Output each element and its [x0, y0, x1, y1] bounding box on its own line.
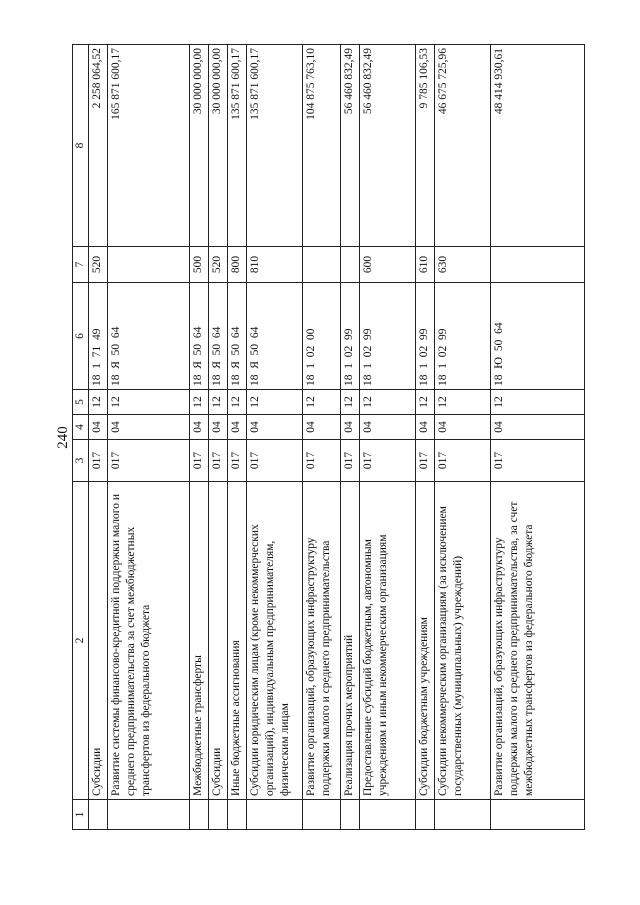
amount: 2 258 064,52	[89, 45, 108, 247]
expense-type-code	[108, 247, 190, 283]
row-index-cell	[303, 800, 341, 830]
section-code: 04	[108, 415, 190, 440]
subsection-code: 12	[341, 390, 360, 415]
amount: 135 871 600,17	[247, 45, 303, 247]
expense-type-code: 810	[247, 247, 303, 283]
subsection-code: 12	[435, 390, 491, 415]
ministry-code: 017	[89, 440, 108, 482]
table-row	[341, 45, 360, 830]
item-name: Субсидии	[89, 482, 108, 800]
ministry-code: 017	[247, 440, 303, 482]
target-article-code: 18 1 02 99	[341, 283, 360, 390]
target-article-code: 18 1 02 00	[303, 283, 341, 390]
section-code: 04	[303, 415, 341, 440]
ministry-code: 017	[228, 440, 247, 482]
subsection-code: 12	[491, 390, 585, 415]
section-code: 04	[341, 415, 360, 440]
row-index-cell	[228, 800, 247, 830]
amount: 165 871 600,17	[108, 45, 190, 247]
expense-type-code	[341, 247, 360, 283]
subsection-code: 12	[228, 390, 247, 415]
table-row	[360, 45, 416, 830]
subsection-code: 12	[209, 390, 228, 415]
table-row	[228, 45, 247, 830]
item-name: Иные бюджетные ассигнования	[228, 482, 247, 800]
row-index-cell	[209, 800, 228, 830]
table-row	[209, 45, 228, 830]
amount: 30 000 000,00	[209, 45, 228, 247]
expense-type-code	[303, 247, 341, 283]
amount: 135 871 600,17	[228, 45, 247, 247]
amount: 30 000 000,00	[190, 45, 209, 247]
column-header: 4	[73, 415, 89, 440]
target-article-code: 18 Я 50 64	[247, 283, 303, 390]
amount: 56 460 832,49	[341, 45, 360, 247]
row-index-cell	[247, 800, 303, 830]
row-index-cell	[416, 800, 435, 830]
page-number: 240	[55, 426, 71, 449]
table-row	[247, 45, 303, 830]
expense-type-code: 520	[89, 247, 108, 283]
target-article-code: 18 1 02 99	[416, 283, 435, 390]
target-article-code: 18 1 02 99	[435, 283, 491, 390]
expense-type-code	[491, 247, 585, 283]
amount: 48 414 930,61	[491, 45, 585, 247]
item-name: Субсидии	[209, 482, 228, 800]
table-row	[190, 45, 209, 830]
amount: 56 460 832,49	[360, 45, 416, 247]
target-article-code: 18 Ю 50 64	[491, 283, 585, 390]
target-article-code: 18 1 71 49	[89, 283, 108, 390]
column-header: 6	[73, 283, 89, 390]
section-code: 04	[228, 415, 247, 440]
ministry-code: 017	[190, 440, 209, 482]
subsection-code: 12	[416, 390, 435, 415]
section-code: 04	[190, 415, 209, 440]
column-header: 8	[73, 45, 89, 247]
target-article-code: 18 Я 50 64	[108, 283, 190, 390]
ministry-code: 017	[303, 440, 341, 482]
ministry-code: 017	[209, 440, 228, 482]
expense-type-code: 630	[435, 247, 491, 283]
amount: 9 785 106,53	[416, 45, 435, 247]
table-row	[89, 45, 108, 830]
amount: 104 875 763,10	[303, 45, 341, 247]
section-code: 04	[247, 415, 303, 440]
column-header: 1	[73, 800, 89, 830]
target-article-code: 18 1 02 99	[360, 283, 416, 390]
amount: 46 675 725,96	[435, 45, 491, 247]
budget-table	[72, 44, 585, 830]
ministry-code: 017	[360, 440, 416, 482]
ministry-code: 017	[435, 440, 491, 482]
section-code: 04	[416, 415, 435, 440]
document-page	[54, 45, 607, 830]
subsection-code: 12	[303, 390, 341, 415]
row-index-cell	[341, 800, 360, 830]
row-index-cell	[190, 800, 209, 830]
target-article-code: 18 Я 50 64	[190, 283, 209, 390]
item-name: Субсидии бюджетным учреждениям	[416, 482, 435, 800]
table-row	[108, 45, 190, 830]
ministry-code: 017	[491, 440, 585, 482]
column-header: 3	[73, 440, 89, 482]
expense-type-code: 800	[228, 247, 247, 283]
table-row	[416, 45, 435, 830]
item-name: Субсидии некоммерческим организациям (за исключением государственных (муниципальных) учреждений)	[435, 482, 491, 800]
column-header: 2	[73, 482, 89, 800]
row-index-cell	[360, 800, 416, 830]
target-article-code: 18 Я 50 64	[228, 283, 247, 390]
row-index-cell	[435, 800, 491, 830]
column-number-row	[73, 45, 89, 830]
expense-type-code: 610	[416, 247, 435, 283]
section-code: 04	[360, 415, 416, 440]
subsection-code: 12	[190, 390, 209, 415]
ministry-code: 017	[416, 440, 435, 482]
item-name: Субсидии юридическим лицам (кроме некоммерческих организаций), индивидуальным предпринимателям, физическим лицам	[247, 482, 303, 800]
table-row	[435, 45, 491, 830]
item-name: Развитие системы финансово-кредитной поддержки малого и среднего предпринимательства за счет межбюджетных трансфертов из федерального бюджета	[108, 482, 190, 800]
item-name: Межбюджетные трансферты	[190, 482, 209, 800]
expense-type-code: 520	[209, 247, 228, 283]
column-header: 7	[73, 247, 89, 283]
expense-type-code: 600	[360, 247, 416, 283]
section-code: 04	[491, 415, 585, 440]
ministry-code: 017	[341, 440, 360, 482]
ministry-code: 017	[108, 440, 190, 482]
section-code: 04	[209, 415, 228, 440]
section-code: 04	[89, 415, 108, 440]
row-index-cell	[108, 800, 190, 830]
item-name: Реализация прочих мероприятий	[341, 482, 360, 800]
subsection-code: 12	[89, 390, 108, 415]
item-name: Развитие организаций, образующих инфраструктуру поддержки малого и среднего предпринимательства	[303, 482, 341, 800]
table-row	[491, 45, 585, 830]
target-article-code: 18 Я 50 64	[209, 283, 228, 390]
item-name: Предоставление субсидий бюджетным, автономным учреждениям и иным некоммерческим организациям	[360, 482, 416, 800]
row-index-cell	[491, 800, 585, 830]
table-row	[303, 45, 341, 830]
subsection-code: 12	[247, 390, 303, 415]
subsection-code: 12	[360, 390, 416, 415]
item-name: Развитие организаций, образующих инфраструктуру поддержки малого и среднего предпринимательства, за счет межбюджетных трансфертов из федерального бюджета	[491, 482, 585, 800]
section-code: 04	[435, 415, 491, 440]
expense-type-code: 500	[190, 247, 209, 283]
column-header: 5	[73, 390, 89, 415]
row-index-cell	[89, 800, 108, 830]
subsection-code: 12	[108, 390, 190, 415]
